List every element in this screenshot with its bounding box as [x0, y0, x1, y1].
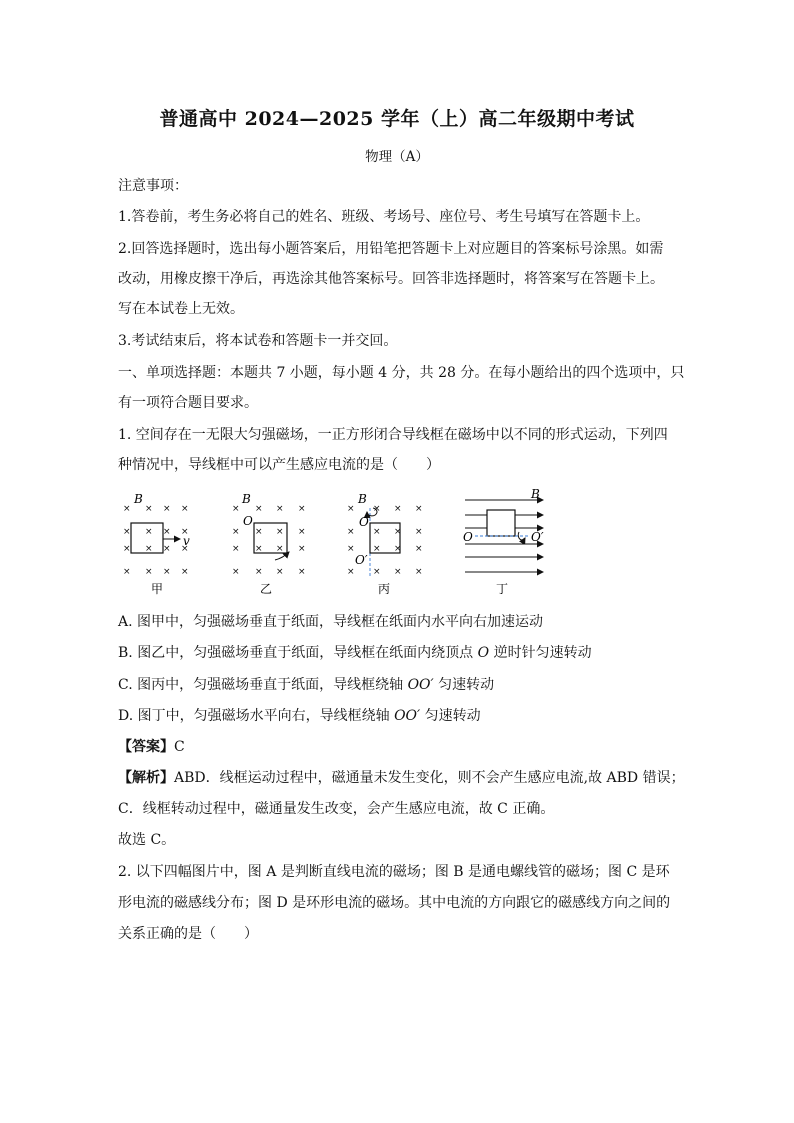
label-O: O: [463, 530, 473, 544]
svg-text:×: ×: [347, 504, 355, 514]
svg-text:×: ×: [415, 567, 423, 577]
svg-text:×: ×: [255, 544, 263, 554]
question-2-stem-line-3: 关系正确的是（ ）: [118, 926, 258, 942]
svg-text:×: ×: [373, 527, 381, 537]
svg-text:×: ×: [163, 504, 171, 514]
svg-text:×: ×: [232, 567, 240, 577]
question-1-option-b: [118, 643, 592, 663]
question-2-stem-line-1: 2. 以下四幅图片中，图 A 是判断直线电流的磁场；图 B 是通电螺线管的磁场；图 C 是环: [118, 864, 670, 880]
answer-value: C: [174, 739, 185, 755]
label-O-prime: O′: [355, 553, 368, 567]
svg-text:×: ×: [347, 544, 355, 554]
svg-text:×: ×: [276, 567, 284, 577]
svg-text:×: ×: [123, 504, 131, 514]
svg-text:×: ×: [298, 504, 306, 514]
label-O: O: [359, 515, 369, 529]
figure-bing: [347, 492, 423, 596]
question-1-stem-line-1: 1. 空间存在一无限大匀强磁场，一正方形闭合导线框在磁场中以不同的形式运动，下列四: [118, 427, 668, 443]
svg-text:×: ×: [123, 527, 131, 537]
question-1-conclusion: 故选 C。: [118, 832, 176, 848]
question-1-analysis-line-1: [118, 768, 685, 788]
option-b-point: O: [477, 645, 490, 661]
notice-item-1: 1.答卷前，考生务必将自己的姓名、班级、考场号、座位号、考生号填写在答题卡上。: [118, 209, 650, 225]
question-1-option-c: [118, 675, 494, 695]
figure-jia: [123, 492, 190, 596]
analysis-tag: 【解析】: [118, 770, 174, 786]
label-v: v: [183, 534, 190, 548]
svg-text:×: ×: [276, 527, 284, 537]
question-1-answer: [118, 737, 185, 757]
svg-text:×: ×: [394, 504, 402, 514]
svg-text:×: ×: [276, 504, 284, 514]
svg-text:×: ×: [163, 527, 171, 537]
svg-text:×: ×: [145, 504, 153, 514]
svg-text:×: ×: [232, 504, 240, 514]
figure-ding: [463, 488, 544, 596]
svg-text:×: ×: [145, 567, 153, 577]
label-O: O: [243, 514, 253, 528]
svg-text:×: ×: [181, 544, 189, 554]
option-d-text-end: 匀速转动: [420, 708, 481, 724]
svg-text:×: ×: [298, 544, 306, 554]
svg-text:×: ×: [163, 567, 171, 577]
svg-text:×: ×: [415, 504, 423, 514]
svg-text:×: ×: [145, 544, 153, 554]
option-d-text: D. 图丁中，匀强磁场水平向右，导线框绕轴: [118, 708, 395, 724]
svg-text:×: ×: [394, 527, 402, 537]
label-B: B: [531, 488, 540, 501]
notice-item-3: 3.考试结束后，将本试卷和答题卡一并交回。: [118, 333, 398, 349]
page-title: 普通高中 2024—2025 学年（上）高二年级期中考试: [159, 108, 635, 130]
wire-frame: [487, 510, 515, 536]
notice-item-2-line-1: 2.回答选择题时，选出每小题答案后，用铅笔把答题卡上对应题目的答案标号涂黑。如需: [118, 241, 664, 257]
question-1-option-a: A. 图甲中，匀强磁场垂直于纸面，导线框在纸面内水平向右加速运动: [118, 614, 544, 630]
label-O-prime: O′: [531, 530, 544, 544]
figure-label-bing: 丙: [378, 582, 391, 596]
svg-text:×: ×: [255, 504, 263, 514]
svg-text:×: ×: [276, 544, 284, 554]
svg-text:×: ×: [415, 527, 423, 537]
question-1-analysis-line-2: C．线框转动过程中，磁通量发生改变，会产生感应电流，故 C 正确。: [118, 801, 555, 817]
svg-text:×: ×: [347, 567, 355, 577]
svg-text:×: ×: [373, 544, 381, 554]
svg-text:×: ×: [232, 544, 240, 554]
question-2-stem-line-2: 形电流的磁感线分布；图 D 是环形电流的磁场。其中电流的方向跟它的磁感线方向之间的: [118, 895, 671, 911]
option-c-text: C. 图丙中，匀强磁场垂直于纸面，导线框绕轴: [118, 677, 408, 693]
svg-text:×: ×: [163, 544, 171, 554]
answer-tag: 【答案】: [118, 739, 174, 755]
svg-text:×: ×: [255, 567, 263, 577]
option-c-text-end: 匀速转动: [433, 677, 495, 693]
notice-item-2-line-3: 写在本试卷上无效。: [118, 301, 244, 317]
svg-text:×: ×: [394, 544, 402, 554]
notice-item-2-line-2: 改动，用橡皮擦干净后，再选涂其他答案标号。回答非选择题时，将答案写在答题卡上。: [118, 271, 664, 287]
svg-text:×: ×: [123, 567, 131, 577]
svg-text:×: ×: [394, 567, 402, 577]
option-b-text: B. 图乙中，匀强磁场垂直于纸面，导线框在纸面内绕顶点: [118, 645, 478, 661]
svg-text:×: ×: [145, 527, 153, 537]
figure-label-jia: 甲: [151, 582, 164, 596]
svg-text:×: ×: [232, 527, 240, 537]
figure-label-ding: 丁: [496, 582, 509, 596]
notice-heading: 注意事项：: [118, 178, 188, 194]
figure-label-yi: 乙: [260, 582, 273, 596]
label-B: B: [134, 492, 143, 506]
svg-text:×: ×: [298, 527, 306, 537]
svg-text:×: ×: [181, 504, 189, 514]
svg-text:×: ×: [255, 527, 263, 537]
label-B: B: [242, 492, 251, 506]
svg-text:×: ×: [373, 567, 381, 577]
question-1-figures: [115, 488, 565, 600]
svg-text:×: ×: [415, 544, 423, 554]
page-subtitle: 物理（A）: [365, 149, 429, 165]
svg-text:×: ×: [347, 527, 355, 537]
question-1-figures-svg: [115, 488, 565, 600]
svg-text:×: ×: [181, 527, 189, 537]
question-1-option-d: [118, 706, 481, 726]
label-B: B: [358, 492, 367, 506]
analysis-text: ABD．线框运动过程中，磁通量未发生变化，则不会产生感应电流,故 ABD 错误；: [174, 770, 685, 786]
svg-text:×: ×: [373, 504, 381, 514]
svg-text:×: ×: [181, 567, 189, 577]
option-c-axis: OO′: [407, 677, 434, 693]
option-d-axis: OO′: [394, 708, 421, 724]
section-1-instructions-line-1: 一、单项选择题：本题共 7 小题，每小题 4 分，共 28 分。在每小题给出的四个选项中，只: [118, 365, 685, 381]
question-1-stem-line-2: 种情况中，导线框中可以产生感应电流的是（ ）: [118, 457, 440, 473]
option-b-text-end: 逆时针匀速转动: [489, 645, 592, 661]
svg-text:×: ×: [298, 567, 306, 577]
section-1-instructions-line-2: 有一项符合题目要求。: [118, 395, 258, 411]
svg-text:×: ×: [123, 544, 131, 554]
figure-yi: [232, 492, 306, 596]
